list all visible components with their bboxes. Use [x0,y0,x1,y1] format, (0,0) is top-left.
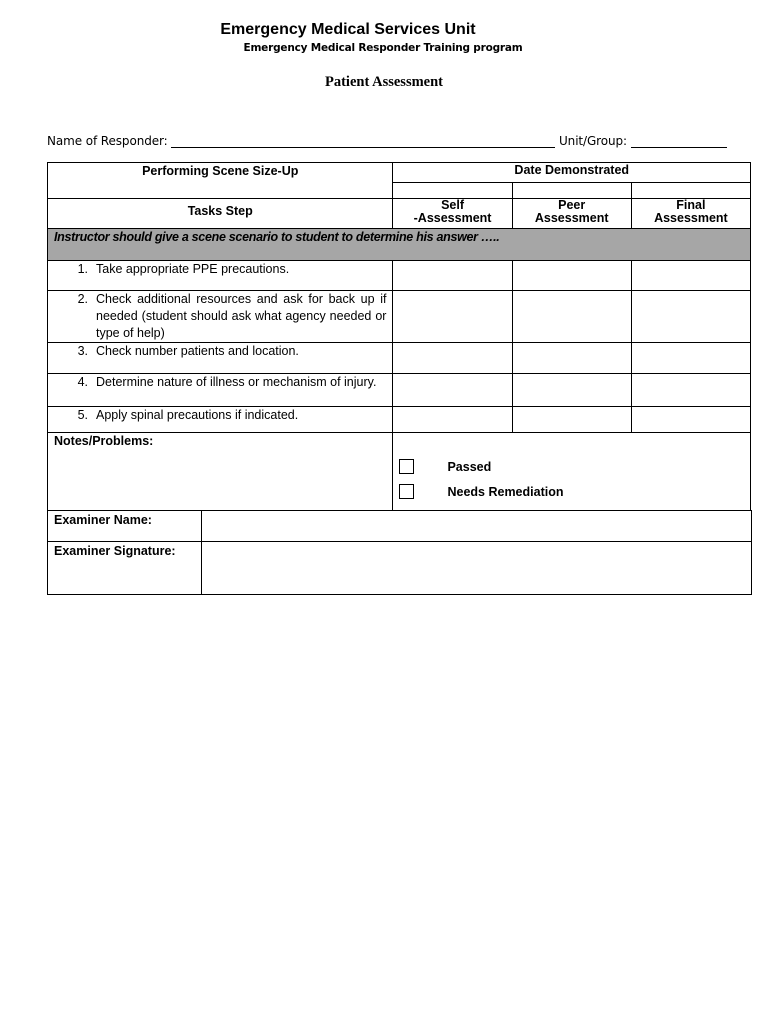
self-cell[interactable] [393,261,512,291]
final-cell[interactable] [631,374,750,407]
table-row [48,261,751,291]
final-cell[interactable] [631,407,750,433]
peer-cell[interactable] [512,261,631,291]
final-assessment-label: Assessment [654,211,728,225]
passed-option[interactable] [399,459,491,474]
task-number: 1. [77,262,88,276]
task-cell [48,407,393,433]
task-cell [48,291,393,343]
peer-cell[interactable] [512,407,631,433]
final-cell[interactable] [631,261,750,291]
date-peer-cell[interactable] [512,183,631,199]
final-label: Final [676,198,706,212]
self-assessment-label: -Assessment [413,211,492,225]
task-cell [48,343,393,374]
task-text: Check additional resources and ask for back up if needed (student should ask what agency needed or type of help) [96,292,387,340]
task-number: 3. [77,344,88,358]
task-text: Take appropriate PPE precautions. [96,262,290,276]
table-row [48,343,751,374]
needs-remediation-label: Needs Remediation [447,484,564,499]
task-cell [48,374,393,407]
task-number: 5. [77,408,88,422]
examiner-table [47,510,752,595]
passed-checkbox[interactable] [399,459,414,474]
self-cell[interactable] [393,374,512,407]
date-demonstrated-header: Date Demonstrated [393,163,751,183]
task-text: Check number patients and location. [96,344,299,358]
peer-cell[interactable] [512,343,631,374]
peer-assessment-label: Assessment [534,211,609,225]
tasks-step-header: Tasks Step [48,199,393,229]
responder-name-label: Name of Responder: [47,134,168,148]
assessment-table [47,162,751,511]
peer-cell[interactable] [512,374,631,407]
self-cell[interactable] [393,291,512,343]
table-row [48,407,751,433]
table-row [48,374,751,407]
final-cell[interactable] [631,291,750,343]
peer-assessment-header [512,199,631,229]
responder-row [47,134,747,148]
examiner-name-field[interactable] [202,511,752,542]
needs-remediation-option[interactable] [399,484,563,499]
result-checkboxes [393,433,751,511]
unit-group-field[interactable] [631,135,727,148]
date-self-cell[interactable] [393,183,512,199]
table-row [48,291,751,343]
instructor-instruction: Instructor should give a scene scenario to student to determine his answer ….. [48,229,751,261]
form-title: Patient Assessment [324,74,443,90]
self-cell[interactable] [393,343,512,374]
section-title: Performing Scene Size-Up [48,163,393,199]
responder-name-field[interactable] [171,135,555,148]
task-text: Determine nature of illness or mechanism of injury. [96,375,377,389]
self-cell[interactable] [393,407,512,433]
task-text: Apply spinal precautions if indicated. [96,408,299,422]
examiner-signature-field[interactable] [202,542,752,595]
examiner-signature-label: Examiner Signature: [48,542,202,595]
self-label: Self [441,198,465,212]
unit-group-label: Unit/Group: [559,134,627,148]
final-cell[interactable] [631,343,750,374]
final-assessment-header [631,199,750,229]
date-final-cell[interactable] [631,183,750,199]
unit-title: Emergency Medical Services Unit [220,21,476,38]
peer-cell[interactable] [512,291,631,343]
task-cell [48,261,393,291]
task-number: 4. [77,375,88,389]
program-title: Emergency Medical Responder Training program [243,42,523,54]
task-number: 2. [77,292,88,306]
notes-problems-cell[interactable] [48,433,393,511]
needs-remediation-checkbox[interactable] [399,484,414,499]
peer-label: Peer [558,198,586,212]
passed-label: Passed [447,459,492,474]
notes-problems-label: Notes/Problems: [54,434,154,448]
self-assessment-header [393,199,512,229]
examiner-name-label: Examiner Name: [48,511,202,542]
